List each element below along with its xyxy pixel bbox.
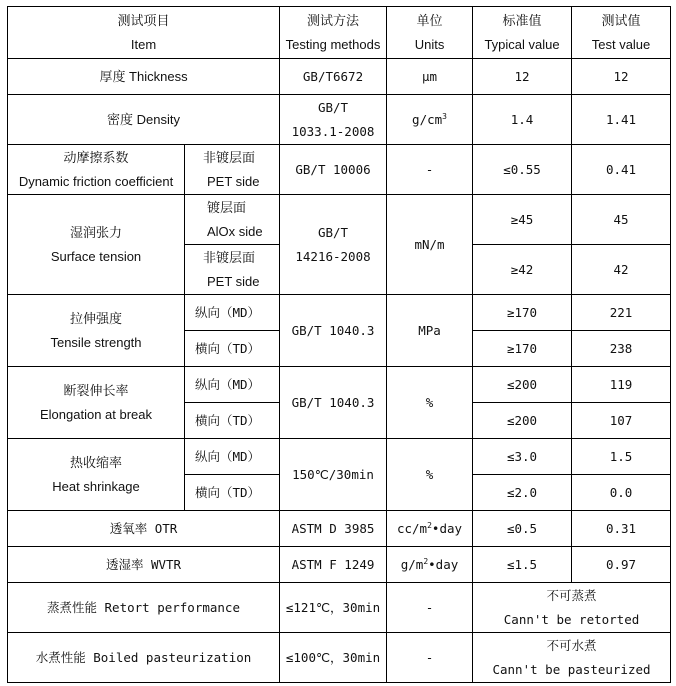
surface-item-cn: 湿润张力 [69,224,122,240]
header-item-cn: 测试项目 [117,12,170,28]
boiled-item: 水煮性能 Boiled pasteurization [8,633,280,683]
table-row-shrinkage-md [8,439,671,475]
elongation-typical-td: ≤200 [473,403,572,439]
boiled-result [473,633,671,683]
header-test-en: Test value [591,36,651,52]
friction-item [8,145,185,195]
otr-unit-a: cc/m [396,520,428,536]
tensile-typical-md: ≥170 [473,295,572,331]
otr-typical: ≤0.5 [473,511,572,547]
header-test-cn: 测试值 [601,12,641,28]
elongation-item [8,367,185,439]
surface-test-pet: 42 [572,245,671,295]
retort-item: 蒸煮性能 Retort performance [8,583,280,633]
elongation-typical-md: ≤200 [473,367,572,403]
otr-method: ASTM D 3985 [280,511,387,547]
surface-method [280,195,387,295]
header-unit-en: Units [414,36,445,52]
table-row-elongation-md [8,367,671,403]
surface-method-line-2: 14216-2008 [295,248,371,264]
tensile-item-cn: 拉伸强度 [69,310,122,326]
boiled-result-en: Cann't be pasteurized [492,661,651,677]
header-typical-cn: 标准值 [502,12,542,28]
shrinkage-item-en: Heat shrinkage [52,478,140,494]
wvtr-unit-b: •day [428,556,459,572]
tensile-test-md: 221 [572,295,671,331]
header-unit-cn: 单位 [416,12,443,28]
elongation-item-cn: 断裂伸长率 [63,382,129,398]
tensile-dir-td: 横向（TD） [185,331,280,367]
surface-side-alox-cn: 镀层面 [207,199,247,215]
wvtr-typical: ≤1.5 [473,547,572,583]
surface-test-alox: 45 [572,195,671,245]
table-row-density [8,95,671,145]
wvtr-unit [387,547,473,583]
header-row [8,7,671,59]
tensile-dir-md: 纵向（MD） [185,295,280,331]
tensile-item-en: Tensile strength [50,334,142,350]
density-typical: 1.4 [473,95,572,145]
tensile-unit: MPa [387,295,473,367]
table-row-otr [8,511,671,547]
header-typical-en: Typical value [484,36,560,52]
header-method [280,7,387,59]
otr-unit-sup: 2 [427,520,432,530]
table-row-tensile-md [8,295,671,331]
surface-side-alox [185,195,280,245]
boiled-result-cn: 不可水煮 [546,637,597,653]
elongation-item-en: Elongation at break [39,406,153,422]
thickness-typical: 12 [473,59,572,95]
wvtr-test: 0.97 [572,547,671,583]
surface-method-line-1: GB/T [317,224,349,240]
shrinkage-dir-md: 纵向（MD） [185,439,280,475]
table-row-surface-alox [8,195,671,245]
density-item: 密度 Density [8,95,280,145]
header-method-cn: 测试方法 [307,12,360,28]
header-typical [473,7,572,59]
retort-result-en: Cann't be retorted [503,611,640,627]
friction-item-en: Dynamic friction coefficient [18,173,174,189]
density-unit [387,95,473,145]
boiled-method: ≤100℃，30min [280,633,387,683]
shrinkage-unit: % [387,439,473,511]
surface-typical-pet: ≥42 [473,245,572,295]
friction-unit: - [387,145,473,195]
retort-method: ≤121℃，30min [280,583,387,633]
surface-side-pet-cn: 非镀层面 [203,249,256,265]
table-row-boiled [8,633,671,683]
elongation-test-td: 107 [572,403,671,439]
spec-table [7,6,671,683]
table-row-thickness [8,59,671,95]
shrinkage-item [8,439,185,511]
thickness-method: GB/T6672 [280,59,387,95]
header-method-en: Testing methods [285,36,381,52]
wvtr-unit-sup: 2 [423,556,429,566]
header-item-en: Item [130,36,157,52]
table-row-friction [8,145,671,195]
thickness-test: 12 [572,59,671,95]
table-row-wvtr [8,547,671,583]
surface-side-alox-en: AlOx side [207,223,263,239]
elongation-dir-md: 纵向（MD） [185,367,280,403]
surface-unit: mN/m [387,195,473,295]
shrinkage-test-md: 1.5 [572,439,671,475]
thickness-item: 厚度 Thickness [8,59,280,95]
shrinkage-dir-td: 横向（TD） [185,475,280,511]
tensile-typical-td: ≥170 [473,331,572,367]
header-item [8,7,280,59]
shrinkage-typical-md: ≤3.0 [473,439,572,475]
tensile-method: GB/T 1040.3 [280,295,387,367]
surface-item [8,195,185,295]
shrinkage-method: 150℃/30min [280,439,387,511]
shrinkage-item-cn: 热收缩率 [69,454,122,470]
friction-typical: ≤0.55 [473,145,572,195]
friction-item-cn: 动摩擦系数 [63,149,129,165]
retort-result-cn: 不可蒸煮 [546,587,597,603]
otr-item: 透氧率 OTR [8,511,280,547]
surface-item-en: Surface tension [50,248,142,264]
surface-side-pet [185,245,280,295]
wvtr-unit-a: g/m [400,556,424,572]
elongation-test-md: 119 [572,367,671,403]
friction-method: GB/T 10006 [280,145,387,195]
density-unit-main: g/cm [412,111,443,127]
shrinkage-typical-td: ≤2.0 [473,475,572,511]
thickness-unit: μm [387,59,473,95]
friction-side-cn: 非镀层面 [203,149,256,165]
surface-typical-alox: ≥45 [473,195,572,245]
shrinkage-test-td: 0.0 [572,475,671,511]
wvtr-method: ASTM F 1249 [280,547,387,583]
otr-test: 0.31 [572,511,671,547]
tensile-test-td: 238 [572,331,671,367]
density-method-line-2: 1033.1-2008 [291,123,375,139]
density-method-line-1: GB/T [317,99,349,115]
retort-unit: - [387,583,473,633]
otr-unit [387,511,473,547]
density-test: 1.41 [572,95,671,145]
wvtr-item: 透湿率 WVTR [8,547,280,583]
density-unit-sup: 3 [442,111,447,121]
elongation-unit: % [387,367,473,439]
header-test [572,7,671,59]
boiled-unit: - [387,633,473,683]
header-unit [387,7,473,59]
retort-result [473,583,671,633]
friction-side [185,145,280,195]
friction-side-en: PET side [207,173,260,189]
surface-side-pet-en: PET side [207,273,260,289]
otr-unit-b: •day [431,520,463,536]
tensile-item [8,295,185,367]
friction-test: 0.41 [572,145,671,195]
density-method [280,95,387,145]
elongation-dir-td: 横向（TD） [185,403,280,439]
elongation-method: GB/T 1040.3 [280,367,387,439]
table-row-retort [8,583,671,633]
